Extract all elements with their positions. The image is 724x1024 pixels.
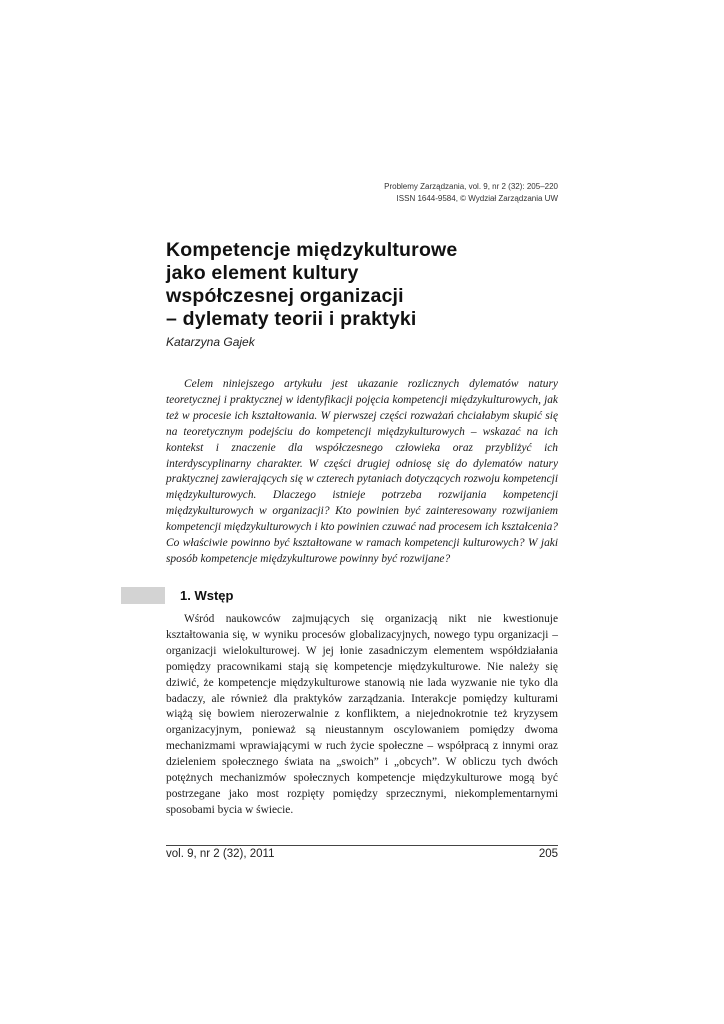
footer-divider xyxy=(166,845,558,846)
title-line: – dylematy teorii i praktyki xyxy=(166,308,417,330)
article-title xyxy=(166,239,566,331)
body-paragraph: Wśród naukowców zajmujących się organizacją nikt nie kwestionuje kształtowania się, w wyniku procesów globalizacyjnych, nowego typu organizacji – organizacji wielokulturowej. W jej łonie zasadniczym elementem współdziałania pomiędzy pracownikami stają się kompetencje międzykulturowe. Nie należy się dziwić, że kompetencje międzykulturowe stanowią nie lada wyzwanie nie tyko dla badaczy, ale również dla praktyków zarządzania. Interakcje pomiędzy kulturami wiążą się bowiem nierozerwalnie z konfliktem, a niejednokrotnie też kryzysem organizacyjnym, ponieważ są nieustannym oscylowaniem pomiędzy dwoma mechanizmami wprawiającymi w ruch życie społeczne – współpracą z innymi oraz dzieleniem społecznego świata na „swoich” i „obcych”. W obliczu tych dwóch potężnych mechanizmów społecznych kompetencje międzykulturowe mogą być postrzegane jako most rozpięty pomiędzy sprzecznymi, niekomplementarnymi sposobami bycia w świecie. xyxy=(166,613,558,816)
title-line: jako element kultury xyxy=(166,262,359,284)
page-number: 205 xyxy=(538,848,558,860)
journal-meta xyxy=(384,181,558,205)
section-heading: 1. Wstęp xyxy=(180,588,234,603)
abstract: Celem niniejszego artykułu jest ukazanie rozlicznych dylematów natury teoretycznej i praktycznej w identyfikacji pojęcia kompetencji międzykulturowych, jak też w procesie ich kształtowania. W pierwszej części rozważań chciałabym skupić się na teoretycznym podejściu do kompetencji międzykulturowych – wskazać na ich kontekst i znaczenie dla współczesnego człowieka oraz przybliżyć ich interdyscyplinarny charakter. W części drugiej odniosę się do dylematów natury praktycznej zawierających się w czterech pytaniach dotyczących rozwoju kompetencji międzykulturowych. Dlaczego istnieje potrzeba rozwijania kompetencji międzykulturowych w organizacji? Kto powinien być zainteresowany rozwijaniem kompetencji międzykulturowych i kto powinien czuwać nad procesem ich kształcenia? Co właściwie powinno być kształtowane w ramach kompetencji kulturowych? W jaki sposób kompetencje międzykulturowe powinny być rozwijane? xyxy=(166,378,558,565)
author-name: Katarzyna Gajek xyxy=(166,335,255,349)
title-line: współczesnej organizacji xyxy=(166,285,404,307)
section-marker-bar xyxy=(121,587,165,604)
footer-volume: vol. 9, nr 2 (32), 2011 xyxy=(166,848,275,860)
issn-line: ISSN 1644-9584, © Wydział Zarządzania UW xyxy=(396,194,558,203)
journal-citation: Problemy Zarządzania, vol. 9, nr 2 (32): 205–220 xyxy=(384,182,558,191)
title-line: Kompetencje międzykulturowe xyxy=(166,239,458,261)
